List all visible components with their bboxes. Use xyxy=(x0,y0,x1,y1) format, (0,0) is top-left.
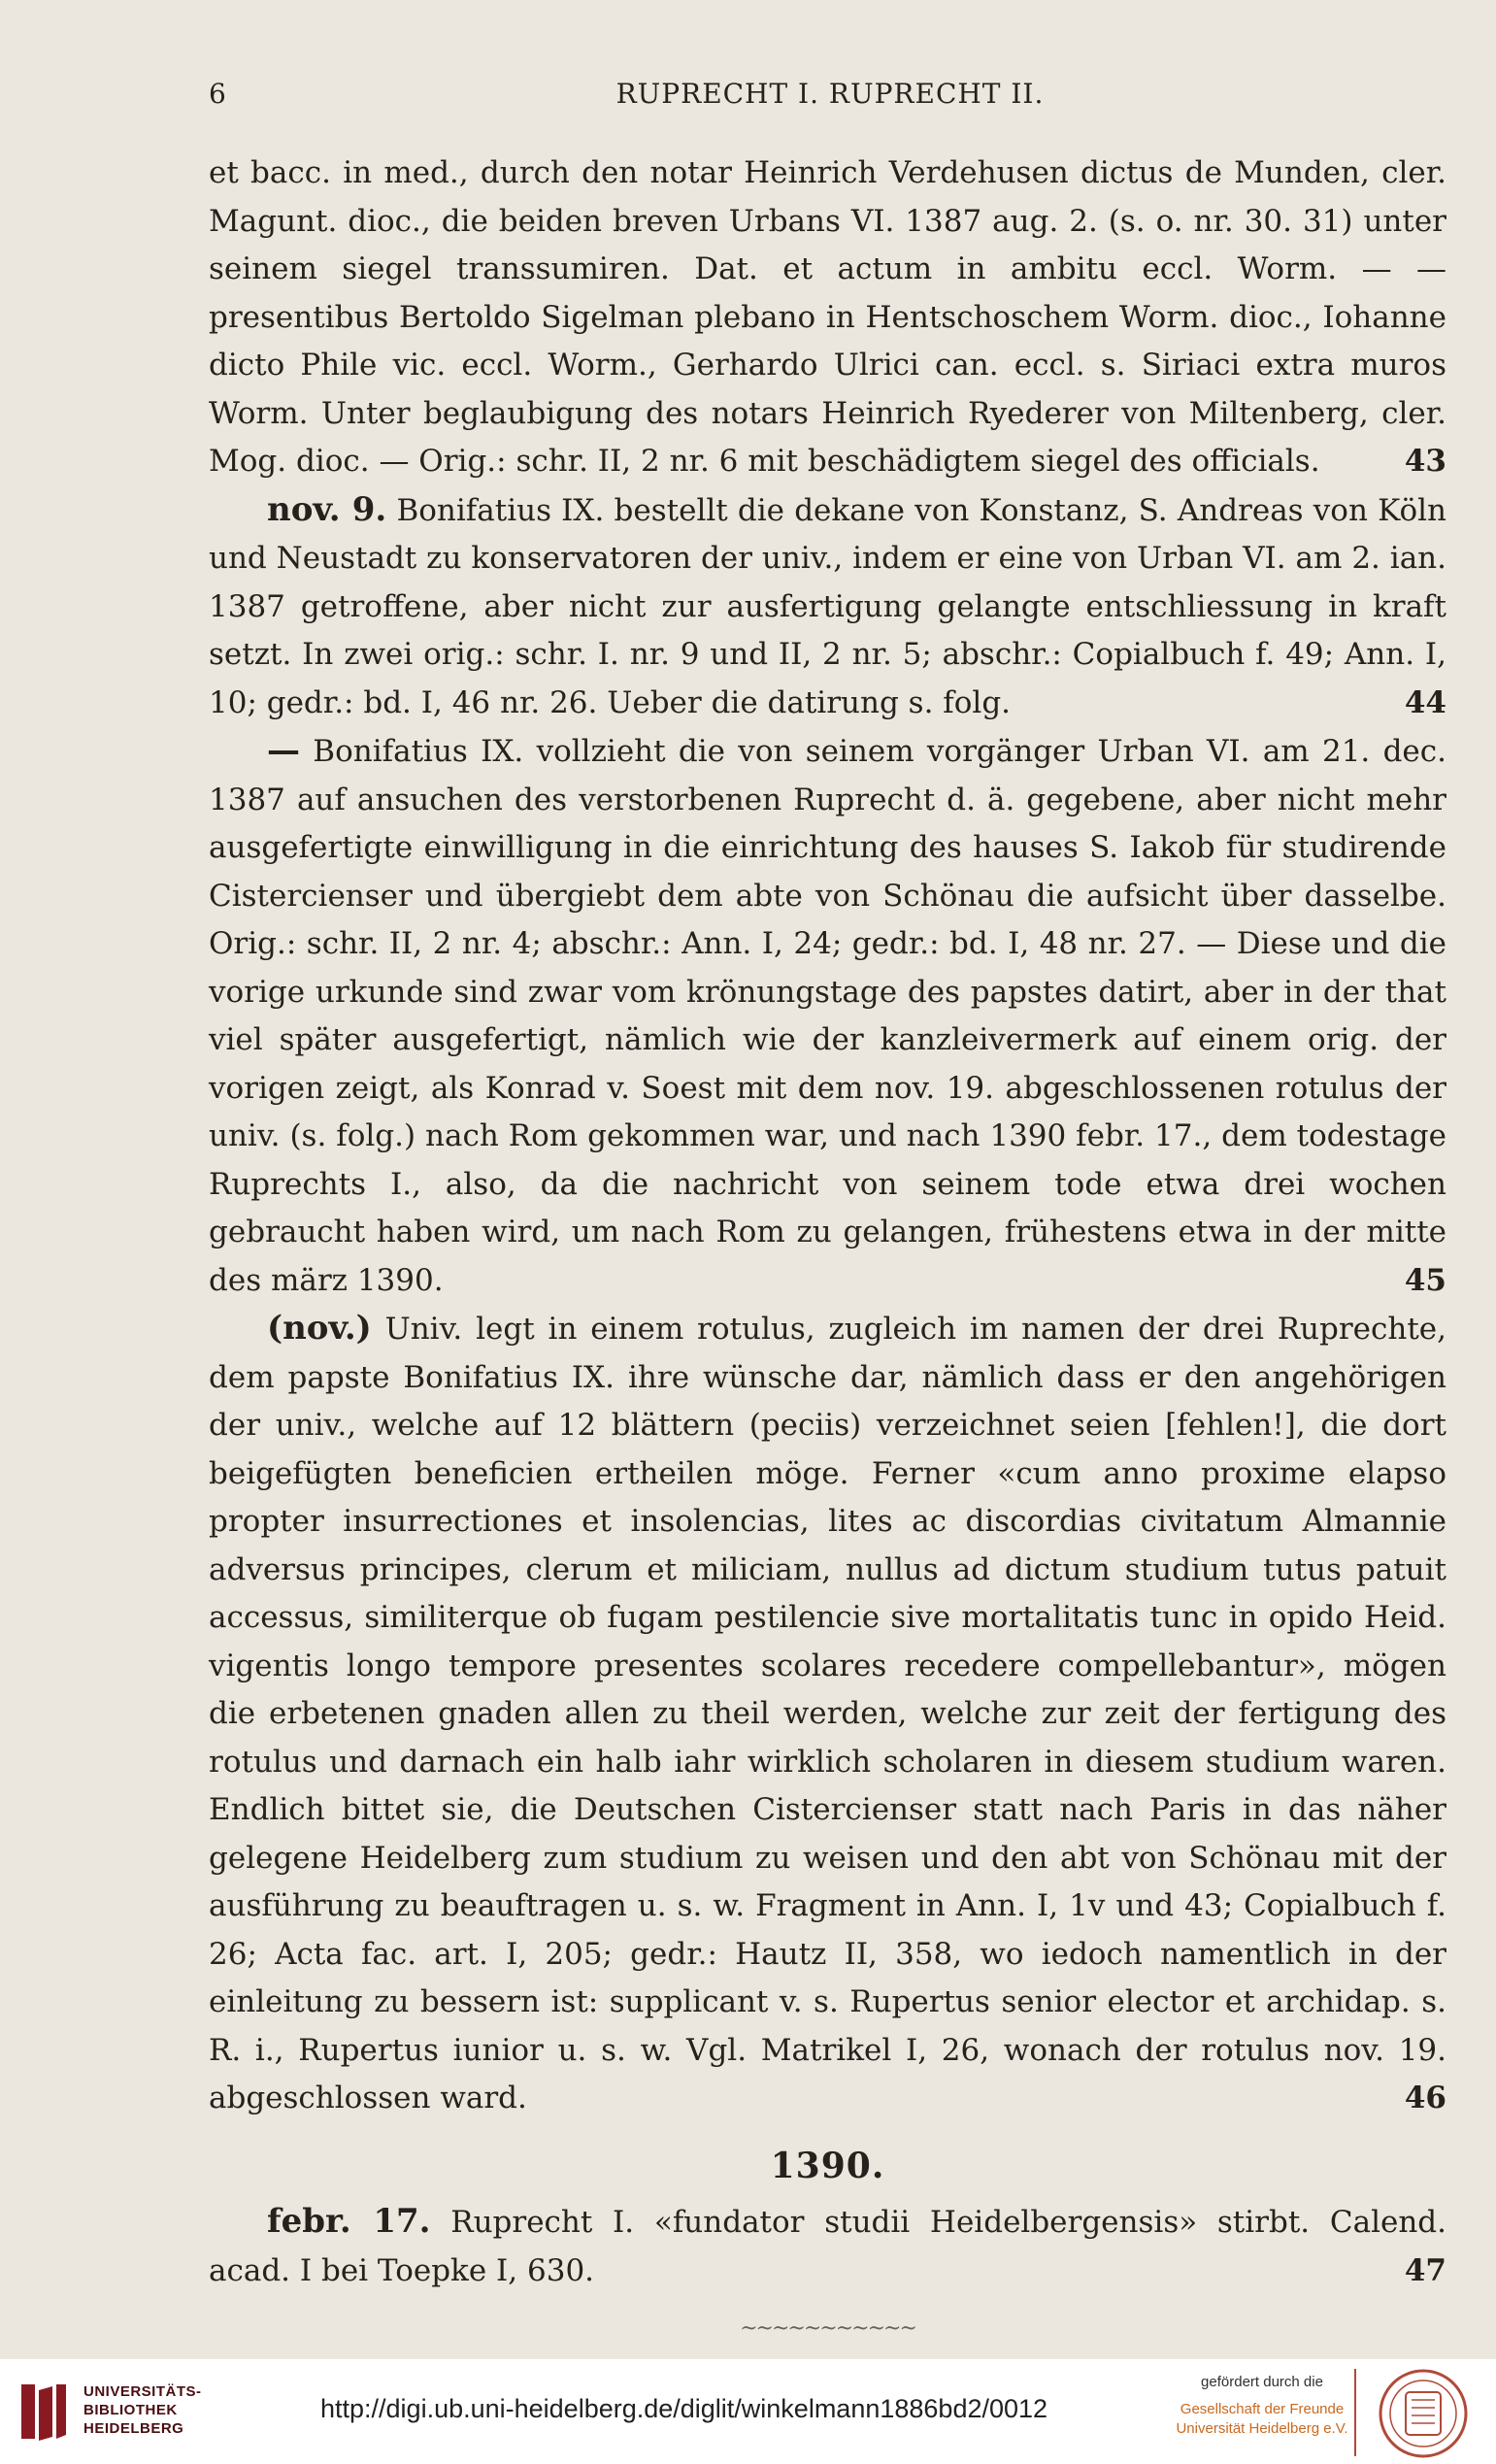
entry-45 xyxy=(209,727,1446,1305)
entry-44 xyxy=(209,486,1446,728)
sponsor-name: Universität Heidelberg e.V. xyxy=(1176,2420,1348,2437)
entry-date: nov. 9. xyxy=(267,489,387,529)
entry-text: Ruprecht I. «fundator studii Heidelbergensis» stirbt. Calend. acad. I bei Toepke I, 630. xyxy=(209,2205,1446,2288)
entry-text: Bonifatius IX. vollzieht die von seinem vorgänger Urban VI. am 21. dec. 1387 auf ansuchen des verstorbenen Ruprecht d. ä. gegebene, aber nicht mehr ausgefertigte einwilligung in die einrichtung des hauses S. Iakob für studirende Cistercienser und übergiebt dem abte von Schönau die aufsicht über dasselbe. Orig.: schr. II, 2 nr. 4; abschr.: Ann. I, 24; gedr.: bd. I, 48 nr. 27. — Diese und die vorige urkunde sind zwar vom krönungstage des papstes datirt, aber in der that viel später ausgefertigt, nämlich wie der kanzleivermerk auf einem orig. der vorigen zeigt, als Konrad v. Soest mit dem nov. 19. abgeschlossenen rotulus der univ. (s. folg.) nach Rom gekommen war, und nach 1390 febr. 17., dem todestage Ruprechts I., also, da die nachricht von seinem tode etwa drei wochen gebraucht haben wird, um nach Rom zu gelangen, frühestens etwa in der mitte des märz 1390. xyxy=(209,734,1446,1298)
entry-number: 44 xyxy=(1404,684,1446,720)
entry-date: — xyxy=(267,731,300,770)
library-name-line: UNIVERSITÄTS- xyxy=(83,2383,202,2400)
entry-date: (nov.) xyxy=(267,1309,372,1348)
paragraph-continuation xyxy=(209,150,1446,486)
footer-bar xyxy=(0,2359,1496,2464)
entry-number: 43 xyxy=(1404,444,1446,479)
entry-47 xyxy=(209,2198,1446,2295)
library-logo-icon xyxy=(16,2377,70,2447)
university-seal-icon xyxy=(1377,2367,1470,2460)
library-name-line: HEIDELBERG xyxy=(83,2420,184,2437)
entry-date: febr. 17. xyxy=(267,2202,431,2241)
main-text xyxy=(209,150,1446,2353)
paragraph-text: et bacc. in med., durch den notar Heinrich Verdehusen dictus de Munden, cler. Magunt. dioc., die beiden breven Urbans VI. 1387 aug. 2. (s. o. nr. 30. 31) unter seinem siegel transsumiren. Dat. et actum in ambitu eccl. Worm. — — presentibus Bertoldo Sigelman plebano in Hentschoschem Worm. dioc., Iohanne dicto Phile vic. eccl. Worm., Gerhardo Ulrici can. eccl. s. Siriaci extra muros Worm. Unter beglaubigung des notars Heinrich Ryederer von Miltenberg, cler. Mog. dioc. — Orig.: schr. II, 2 nr. 6 mit beschädigtem siegel des officials. xyxy=(209,155,1446,479)
entry-number: 47 xyxy=(1404,2252,1446,2288)
source-url-link[interactable]: http://digi.ub.uni-heidelberg.de/diglit/winkelmann1886bd2/0012 xyxy=(320,2394,1048,2423)
entry-number: 46 xyxy=(1404,2081,1446,2115)
running-head xyxy=(209,78,1451,117)
end-ornament: ~~~~~~~~~~~ xyxy=(740,2316,915,2341)
running-title: RUPRECHT I. RUPRECHT II. xyxy=(615,78,1045,110)
sponsor-name: Gesellschaft der Freunde xyxy=(1180,2401,1345,2417)
sponsor-label: gefördert durch die xyxy=(1201,2374,1323,2390)
entry-number: 45 xyxy=(1404,1262,1446,1298)
library-name xyxy=(83,2382,202,2438)
divider xyxy=(1354,2369,1356,2456)
library-name-line: BIBLIOTHEK xyxy=(83,2402,178,2418)
entry-text: Bonifatius IX. bestellt die dekane von Konstanz, S. Andreas von Köln und Neustadt zu konservatoren der univ., indem er eine von Urban VI. am 2. ian. 1387 getroffene, aber nicht zur ausfertigung gelangte entschliessung in kraft setzt. In zwei orig.: schr. I. nr. 9 und II, 2 nr. 5; abschr.: Copialbuch f. 49; Ann. I, 10; gedr.: bd. I, 46 nr. 26. Ueber die datirung s. folg. xyxy=(209,492,1446,720)
entry-text: Univ. legt in einem rotulus, zugleich im namen der drei Ruprechte, dem papste Bonifatius IX. ihre wünsche dar, nämlich dass er den angehörigen der univ., welche auf 12 blättern (peciis) verzeichnet seien [fehlen!], die dort beigefügten beneficien ertheilen möge. Ferner «cum anno proxime elapso propter insurrectiones et insolencias, lites ac discordias civitatum Almannie adversus principes, clerum et miliciam, nullus ad dictum studium tutus patuit accessus, similiterque ob fugam pestilencie sive mortalitatis tunc in opido Heid. vigentis longo tempore presentes scolares recedere compellebantur», mögen die erbetenen gnaden allen zu theil werden, welche zur zeit der fertigung des rotulus und darnach ein halb iahr wirklich scholaren in diesem studium waren. Endlich bittet sie, die Deutschen Cistercienser statt nach Paris in das näher gelegene Heidelberg zum studium zu weisen und den abt von Schönau mit der ausführung zu beauftragen u. s. w. Fragment in Ann. I, 1v und 43; Copialbuch f. 26; Acta fac. art. I, 205; gedr.: Hautz II, 358, wo iedoch namentlich in der einleitung zu bessern ist: supplicant v. s. Rupertus senior elector et archidap. s. R. i., Rupertus iunior u. s. w. Vgl. Matrikel I, 26, wonach der rotulus nov. 19. abgeschlossen ward. xyxy=(209,1312,1446,2115)
entry-46 xyxy=(209,1305,1446,2123)
page-number: 6 xyxy=(209,78,227,110)
sponsor-block xyxy=(1150,2373,1374,2439)
year-heading: 1390. xyxy=(770,2145,885,2186)
